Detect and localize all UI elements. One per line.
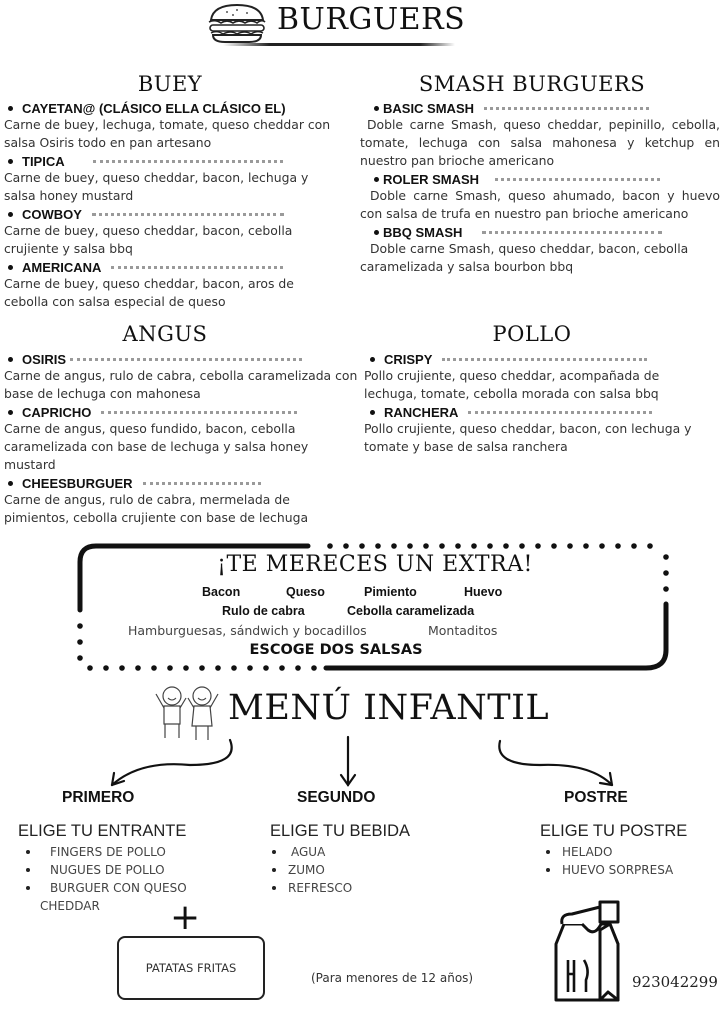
section-title-buey: BUEY [137,72,203,96]
age-note: (Para menores de 12 años) [311,971,474,985]
option-fingers: FINGERS DE POLLO [26,843,187,861]
dotted-leader [442,358,647,361]
bullet-icon [374,230,379,235]
dotted-leader [468,411,652,414]
item-name: AMERICANA [22,259,102,275]
bullet-icon [8,481,13,486]
option-burguer: BURGUER CON QUESO [26,879,187,897]
section-pollo [360,351,722,456]
arrow-left-icon [112,740,232,785]
primero-options [26,843,187,915]
bullet-icon [272,850,276,854]
bullet-icon [374,177,379,182]
course-label-postre: POSTRE [564,789,628,806]
item-name: TIPICA [22,153,65,169]
item-description: Carne de buey, queso cheddar, bacon, aros de cebolla con salsa especial de queso [4,276,294,309]
dotted-leader [101,411,297,414]
menu-item-basic-smash [374,100,720,116]
bullet-icon [26,886,30,890]
course-label-primero: PRIMERO [62,789,135,806]
item-name: CAPRICHO [22,404,92,420]
item-description: Carne de buey, queso cheddar, bacon, lechuga y salsa honey mustard [4,170,309,203]
arrow-right-icon [499,741,612,785]
bullet-icon [8,357,13,362]
bullet-icon [8,212,13,217]
bullet-icon [374,106,379,111]
menu-item-crispy [370,351,722,367]
extra-cebolla-caramelizada: Cebolla caramelizada [347,604,475,618]
course-label-segundo: SEGUNDO [297,789,376,806]
menu-item-capricho [8,404,358,420]
menu-item-cowboy [8,206,358,222]
menu-item-roler-smash [374,171,720,187]
dotted-leader [482,231,662,234]
extras-applies-montaditos: Montaditos [428,623,498,638]
item-description: Carne de buey, queso cheddar, bacon, cebolla crujiente y salsa bbq [4,223,293,256]
option-huevo-sorpresa: HUEVO SORPRESA [546,861,673,879]
dotted-leader [495,178,660,181]
option-agua: AGUA [272,843,352,861]
extra-pimiento: Pimiento [364,585,417,599]
bullet-icon [272,886,276,890]
item-name: CAYETAN@ (CLÁSICO ELLA CLÁSICO EL) [22,100,286,116]
item-description: Doble carne Smash, queso ahumado, bacon y huevo con salsa de trufa en nuestro pan brioche americano [360,188,720,221]
option-nugues: NUGUES DE POLLO [26,861,187,879]
item-description: Doble carne Smash, queso cheddar, pepinillo, cebolla, tomate, lechuga con salsa mahonesa y ketchup en nuestro pan brioche americano [360,117,720,168]
extras-title: ¡TE MERECES UN EXTRA! [217,552,533,577]
section-angus [0,351,358,527]
menu-item-cheesburguer [8,475,358,491]
bullet-icon [8,410,13,415]
plus-icon: + [170,897,201,938]
item-name: COWBOY [22,206,82,222]
item-name: OSIRIS [22,351,67,367]
postre-options [546,843,673,879]
item-name: BBQ SMASH [383,224,463,240]
choose-entrante: ELIGE TU ENTRANTE [18,822,187,840]
kids-menu-title: MENÚ INFANTIL [228,688,550,728]
item-description: Carne de angus, rulo de cabra, cebolla caramelizada con base de lechuga con mahonesa [4,368,358,401]
arrows-decoration [100,735,640,795]
extra-queso: Queso [286,585,325,599]
menu-header [205,0,466,46]
extra-huevo: Huevo [464,585,503,599]
phone-number[interactable]: 923042299 [632,973,718,991]
menu-item-americana [8,259,358,275]
takeaway-bag-icon [552,900,632,1002]
item-description: Doble carne Smash, queso cheddar, bacon, cebolla caramelizada y salsa bourbon bbq [360,241,689,274]
item-name: RANCHERA [384,404,459,420]
title-underline [223,43,455,46]
bullet-icon [8,159,13,164]
item-description: Carne de buey, lechuga, tomate, queso cheddar con salsa Osiris todo en pan artesano [4,117,331,150]
section-smash [360,100,720,276]
item-description: Pollo crujiente, queso cheddar, acompañada de lechuga, tomate, cebolla morada con salsa bbq [364,368,660,401]
item-name: ROLER SMASH [383,171,480,187]
item-description: Carne de angus, queso fundido, bacon, cebolla caramelizada con base de lechuga y salsa honey mustard [4,421,309,472]
extra-bacon: Bacon [202,585,241,599]
option-burguer-cont: CHEDDAR [40,899,100,913]
item-description: Pollo crujiente, queso cheddar, bacon, con lechuga y tomate y base de salsa ranchera [364,421,692,454]
bullet-icon [370,410,375,415]
side-fries-box: PATATAS FRITAS [117,936,265,1000]
item-description: Carne de angus, rulo de cabra, mermelada de pimientos, cebolla crujiente con base de lechuga [4,492,309,525]
option-zumo: ZUMO [272,861,352,879]
item-name: CRISPY [384,351,433,367]
dotted-leader [93,160,283,163]
dotted-leader [70,358,302,361]
option-helado: HELADO [546,843,673,861]
item-name: CHEESBURGUER [22,475,133,491]
menu-item-ranchera [370,404,722,420]
bullet-icon [370,357,375,362]
bullet-icon [26,850,30,854]
option-refresco: REFRESCO [272,879,352,897]
dotted-leader [143,482,261,485]
bullet-icon [272,868,276,872]
menu-item-osiris [8,351,358,367]
section-title-smash: SMASH BURGUERS [418,72,646,96]
segundo-options [272,843,352,897]
menu-item-tipica [8,153,358,169]
dotted-leader [484,107,649,110]
extra-rulo-de-cabra: Rulo de cabra [222,604,305,618]
choose-bebida: ELIGE TU BEBIDA [270,822,410,840]
menu-item-cayetana [8,100,358,116]
bullet-icon [8,265,13,270]
menu-item-bbq-smash [374,224,720,240]
extras-applies-burgers: Hamburguesas, sándwich y bocadillos [128,623,367,638]
dotted-leader [111,266,283,269]
extras-sauces: ESCOGE DOS SALSAS [249,642,423,658]
section-title-angus: ANGUS [122,322,208,346]
bullet-icon [26,868,30,872]
menu-title: BURGUERS [277,2,466,37]
choose-postre: ELIGE TU POSTRE [540,822,688,840]
bullet-icon [546,868,550,872]
extras-box [76,540,674,674]
burger-icon [205,2,269,44]
bullet-icon [8,106,13,111]
bullet-icon [546,850,550,854]
section-title-pollo: POLLO [492,322,572,346]
section-buey [0,100,358,311]
dotted-leader [92,213,284,216]
item-name: BASIC SMASH [383,100,475,116]
